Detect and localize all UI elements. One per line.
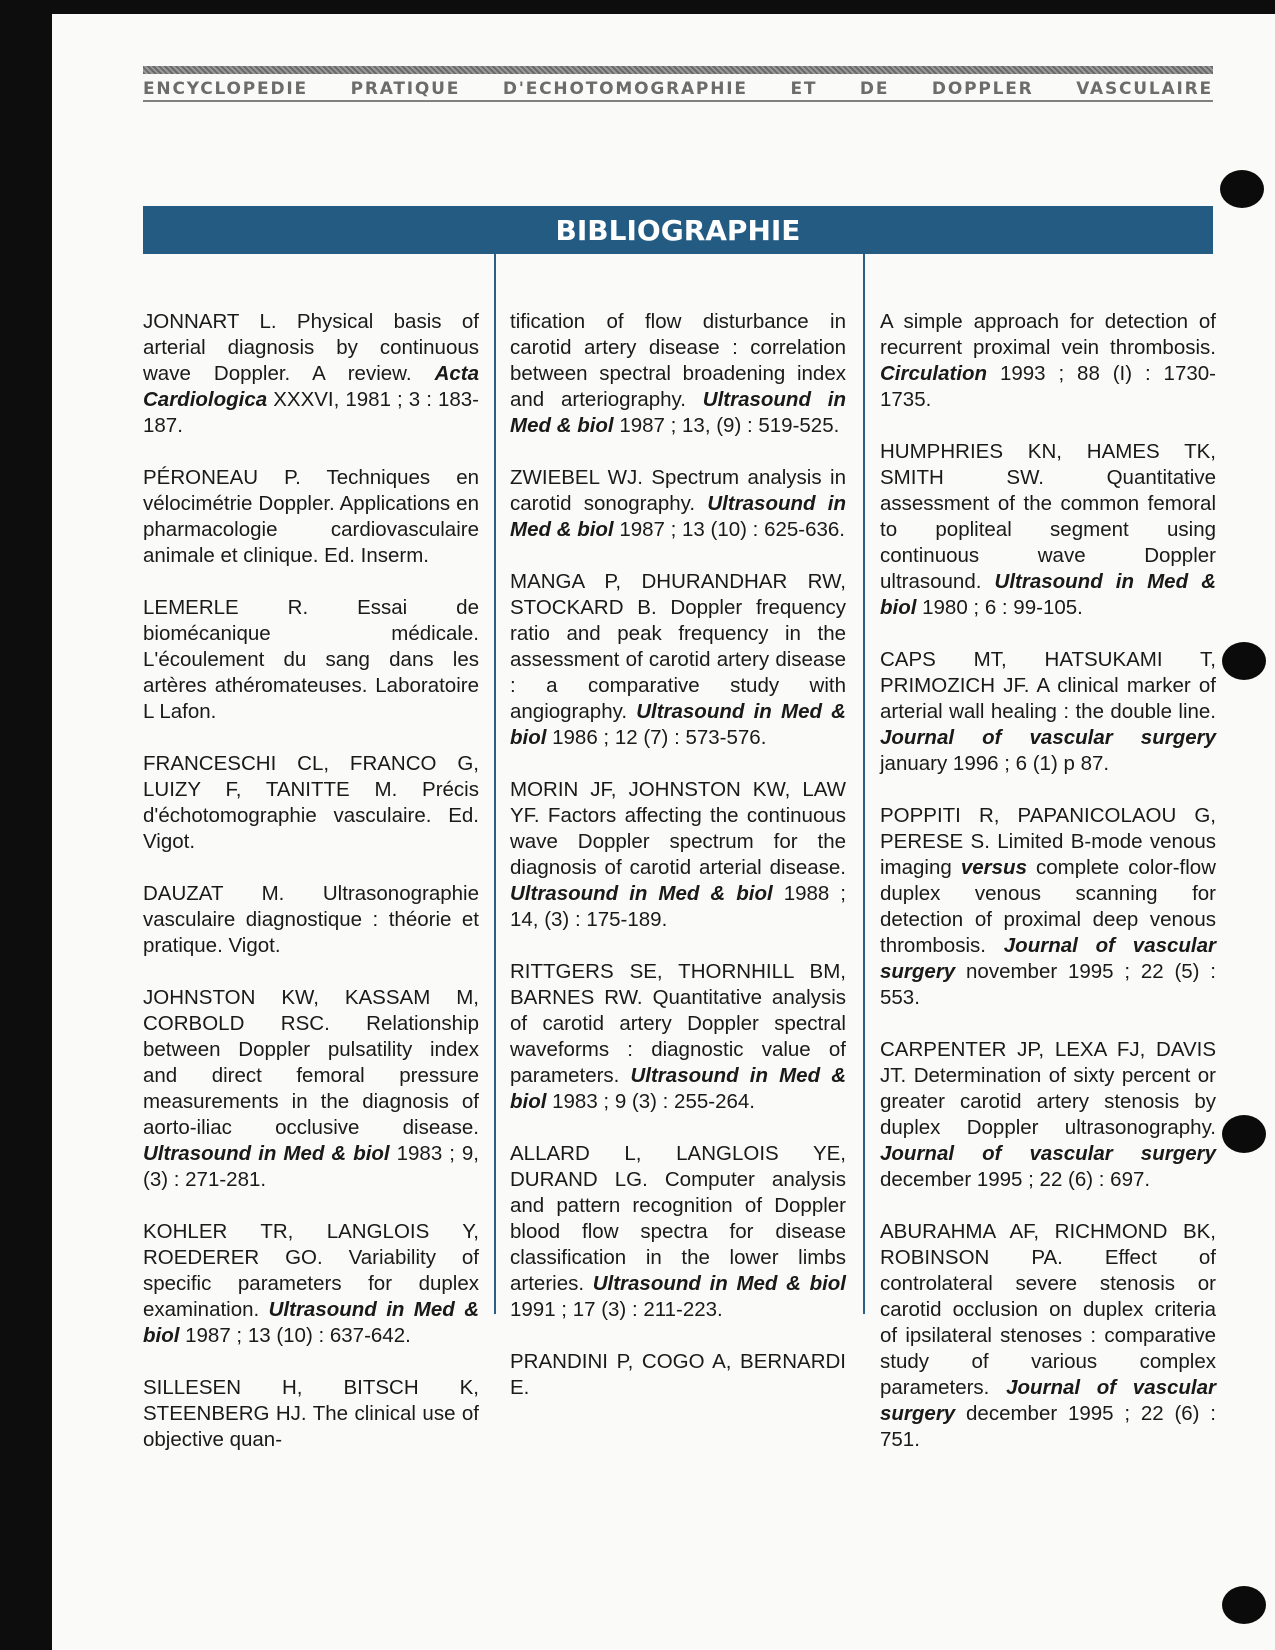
journal-title: Ultrasound in Med & biol	[510, 700, 846, 749]
reference-text: tification of flow disturbance in carotid artery disease : correlation between spectral broadening index and arteriography.	[510, 310, 846, 411]
running-header-word: ET	[790, 79, 818, 99]
reference-entry	[510, 309, 846, 439]
citation-details: 1980 ; 6 : 99-105.	[916, 596, 1083, 619]
scan-border-top	[0, 0, 1275, 14]
journal-title: versus	[960, 856, 1027, 879]
running-header-word: D'ECHOTOMOGRAPHIE	[502, 79, 748, 99]
reference-entry	[143, 595, 479, 725]
reference-text: FRANCESCHI CL, FRANCO G, LUIZY F, TANITTE M. Précis d'échotomographie vasculaire. Ed. Vigot.	[143, 752, 479, 853]
reference-entry	[880, 803, 1216, 1011]
running-header	[143, 77, 1213, 101]
reference-text: POPPITI R, PAPANICOLAOU G, PERESE S. Limited B-mode venous imaging	[880, 804, 1216, 879]
reference-text: RITTGERS SE, THORNHILL BM, BARNES RW. Quantitative analysis of carotid artery Doppler spectral waveforms : diagnostic value of parameters.	[510, 960, 846, 1087]
reference-entry	[510, 1141, 846, 1323]
citation-details: 1993 ; 88 (I) : 1730-1735.	[880, 362, 1216, 411]
reference-text: CARPENTER JP, LEXA FJ, DAVIS JT. Determination of sixty percent or greater carotid artery stenosis by duplex Doppler ultrasonography.	[880, 1038, 1216, 1139]
reference-text: JONNART L. Physical basis of arterial diagnosis by continuous wave Doppler. A review.	[143, 310, 479, 385]
journal-title: Ultrasound in Med & biol	[592, 1272, 847, 1295]
reference-text: A simple approach for detection of recurrent proximal vein thrombosis.	[880, 310, 1216, 359]
reference-entry	[880, 439, 1216, 621]
reference-entry	[143, 309, 479, 439]
citation-details: 1991 ; 17 (3) : 211-223.	[510, 1298, 723, 1321]
reference-entry	[510, 465, 846, 543]
reference-entry	[880, 1037, 1216, 1193]
reference-entry	[143, 985, 479, 1193]
running-header-underline	[143, 100, 1213, 102]
citation-details: 1987 ; 13 (10) : 625-636.	[613, 518, 845, 541]
punch-hole	[1220, 170, 1264, 208]
citation-details: 1983 ; 9 (3) : 255-264.	[546, 1090, 755, 1113]
reference-text: ZWIEBEL WJ. Spectrum analysis in carotid sonography.	[510, 466, 846, 515]
section-title: BIBLIOGRAPHIE	[143, 206, 1213, 254]
citation-details: 1983 ; 9, (3) : 271-281.	[143, 1142, 479, 1191]
citation-details: 1988 ; 14, (3) : 175-189.	[510, 882, 846, 931]
reference-text: DAUZAT M. Ultrasonographie vasculaire diagnostique : théorie et pratique. Vigot.	[143, 882, 479, 957]
punch-hole	[1222, 1586, 1266, 1624]
reference-text: PÉRONEAU P. Techniques en vélocimétrie Doppler. Applications en pharmacologie cardiovasculaire animale et clinique. Ed. Inserm.	[143, 466, 479, 567]
reference-text: LEMERLE R. Essai de biomécanique médicale. L'écoulement du sang dans les artères athéromateuses. Laboratoire L Lafon.	[143, 596, 479, 723]
citation-details: january 1996 ; 6 (1) p 87.	[880, 752, 1110, 775]
reference-text: CAPS MT, HATSUKAMI T, PRIMOZICH JF. A clinical marker of arterial wall healing : the double line.	[880, 648, 1216, 723]
reference-entry	[880, 1219, 1216, 1453]
reference-text: MANGA P, DHURANDHAR RW, STOCKARD B. Doppler frequency ratio and peak frequency in the assessment of carotid artery disease : a comparative study with angiography.	[510, 570, 846, 723]
reference-text: ALLARD L, LANGLOIS YE, DURAND LG. Computer analysis and pattern recognition of Doppler blood flow spectra for disease classification in the lower limbs arteries.	[510, 1142, 846, 1295]
journal-title: Ultrasound in Med & biol	[510, 492, 847, 541]
journal-title: Journal of vascular surgery	[880, 1376, 1217, 1425]
reference-text: SILLESEN H, BITSCH K, STEENBERG HJ. The clinical use of objective quan-	[143, 1376, 479, 1451]
scan-border-left	[0, 0, 58, 1650]
reference-text: JOHNSTON KW, KASSAM M, CORBOLD RSC. Relationship between Doppler pulsatility index and direct femoral pressure measurements in the diagnosis of aorto-iliac occlusive disease.	[143, 986, 479, 1139]
reference-text: KOHLER TR, LANGLOIS Y, ROEDERER GO. Variability of specific parameters for duplex examination.	[143, 1220, 479, 1321]
punch-hole	[1222, 642, 1266, 680]
journal-title: Ultrasound in Med & biol	[510, 882, 773, 905]
journal-title: Journal of vascular surgery	[880, 934, 1217, 983]
reference-column	[143, 309, 479, 1479]
reference-text: HUMPHRIES KN, HAMES TK, SMITH SW. Quantitative assessment of the common femoral to popliteal segment using continuous wave Doppler ultrasound.	[880, 440, 1216, 593]
reference-column	[510, 309, 846, 1427]
journal-title: Ultrasound in Med & biol	[880, 570, 1216, 619]
reference-entry	[880, 647, 1216, 777]
journal-title: Journal of vascular surgery	[880, 726, 1216, 749]
punch-hole	[1222, 1115, 1266, 1153]
reference-entry	[510, 777, 846, 933]
reference-entry	[510, 1349, 846, 1401]
journal-title: Ultrasound in Med & biol	[143, 1142, 390, 1165]
reference-entry	[143, 1219, 479, 1349]
journal-title: Ultrasound in Med & biol	[510, 388, 846, 437]
citation-details: complete color-flow duplex venous scanning for detection of proximal deep venous thrombosis.	[880, 856, 1216, 957]
reference-entry	[510, 959, 846, 1115]
citation-details: 1986 ; 12 (7) : 573-576.	[546, 726, 767, 749]
citation-details: december 1995 ; 22 (6) : 751.	[880, 1402, 1216, 1451]
reference-text: ABURAHMA AF, RICHMOND BK, ROBINSON PA. Effect of controlateral severe stenosis or carotid occlusion on duplex criteria of ipsilateral stenoses : comparative study of various complex parameters.	[880, 1220, 1216, 1399]
reference-entry	[510, 569, 846, 751]
reference-column	[880, 309, 1216, 1479]
citation-details: november 1995 ; 22 (5) : 553.	[880, 960, 1216, 1009]
reference-entry	[143, 751, 479, 855]
reference-entry	[880, 309, 1216, 413]
journal-title: Acta Cardiologica	[143, 362, 479, 411]
column-divider	[494, 254, 496, 1314]
column-divider	[863, 254, 865, 1314]
reference-text: PRANDINI P, COGO A, BERNARDI E.	[510, 1350, 846, 1399]
journal-title: Circulation	[880, 362, 988, 385]
citation-details: december 1995 ; 22 (6) : 697.	[880, 1168, 1151, 1191]
journal-title: Ultrasound in Med & biol	[143, 1298, 479, 1347]
journal-title: Journal of vascular surgery	[880, 1142, 1216, 1165]
citation-details: 1987 ; 13 (10) : 637-642.	[179, 1324, 411, 1347]
running-header-rule	[143, 66, 1213, 74]
citation-details: XXXVI, 1981 ; 3 : 183-187.	[143, 388, 479, 437]
citation-details: 1987 ; 13, (9) : 519-525.	[613, 414, 840, 437]
journal-title: Ultrasound in Med & biol	[510, 1064, 846, 1113]
reference-entry	[143, 465, 479, 569]
running-header-word: ENCYCLOPEDIE	[143, 79, 308, 99]
reference-text: MORIN JF, JOHNSTON KW, LAW YF. Factors affecting the continuous wave Doppler spectrum for the diagnosis of carotid arterial disease.	[510, 778, 846, 879]
running-header-word: VASCULAIRE	[1076, 79, 1213, 99]
running-header-word: DE	[859, 79, 890, 99]
reference-entry	[143, 881, 479, 959]
running-header-word: DOPPLER	[931, 79, 1034, 99]
reference-entry	[143, 1375, 479, 1453]
running-header-word: PRATIQUE	[350, 79, 461, 99]
